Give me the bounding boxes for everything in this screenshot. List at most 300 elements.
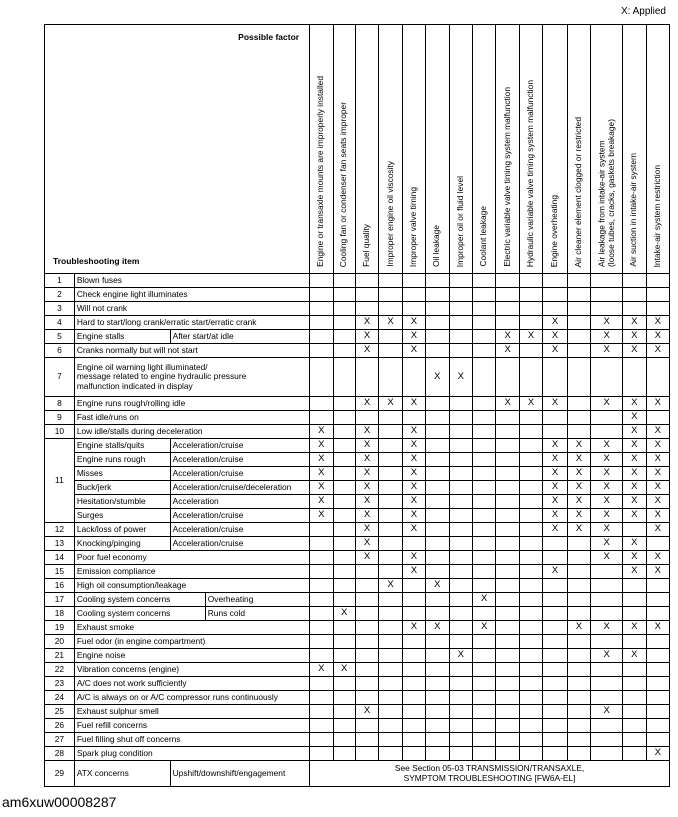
applied-mark-cell: [567, 397, 590, 411]
table-row: [45, 635, 670, 649]
applied-mark-cell: [310, 621, 333, 635]
factor-label: Cooling fan or condenser fan seats improper: [338, 101, 349, 267]
applied-mark-cell: X: [355, 523, 378, 537]
applied-mark-cell: [591, 691, 623, 705]
table-row: [45, 537, 670, 551]
applied-mark-cell: X: [543, 565, 567, 579]
applied-mark-cell: [333, 344, 355, 358]
applied-mark-cell: X: [567, 621, 590, 635]
applied-mark-cell: [449, 467, 472, 481]
applied-mark-cell: [623, 719, 646, 733]
item-cell: Hesitation/stumble: [74, 495, 170, 509]
applied-mark-cell: [623, 705, 646, 719]
factor-label: Engine overheating: [549, 194, 560, 267]
applied-mark-cell: [449, 439, 472, 453]
row-number: 26: [45, 719, 75, 733]
applied-mark-cell: [496, 705, 519, 719]
applied-mark-cell: [355, 733, 378, 747]
applied-mark-cell: X: [623, 551, 646, 565]
factor-label: Air leakage from intake-air system (loose tubes, cracks, gaskets breakage): [595, 118, 616, 267]
applied-mark-cell: X: [402, 344, 425, 358]
applied-mark-cell: [355, 288, 378, 302]
applied-mark-cell: X: [623, 537, 646, 551]
row-number: 20: [45, 635, 75, 649]
factor-label: Hydraulic variable valve timing system malfunction: [525, 79, 536, 267]
applied-mark-cell: [449, 316, 472, 330]
applied-mark-cell: [646, 663, 669, 677]
applied-mark-cell: X: [449, 649, 472, 663]
applied-mark-cell: [646, 274, 669, 288]
item-cell: Lack/loss of power: [74, 523, 170, 537]
applied-mark-cell: [426, 733, 449, 747]
applied-mark-cell: X: [623, 467, 646, 481]
applied-mark-cell: [543, 649, 567, 663]
applied-mark-cell: [402, 677, 425, 691]
applied-mark-cell: [519, 344, 542, 358]
applied-mark-cell: [449, 274, 472, 288]
applied-mark-cell: [310, 747, 333, 761]
applied-mark-cell: [310, 705, 333, 719]
applied-mark-cell: [426, 705, 449, 719]
applied-mark-cell: [519, 453, 542, 467]
applied-mark-cell: [591, 565, 623, 579]
applied-mark-cell: [426, 439, 449, 453]
table-row: [45, 733, 670, 747]
factor-header: [519, 25, 542, 274]
applied-mark-cell: [567, 316, 590, 330]
header-row: [45, 25, 670, 274]
applied-mark-cell: [646, 719, 669, 733]
applied-mark-cell: [426, 677, 449, 691]
applied-mark-cell: [449, 733, 472, 747]
applied-mark-cell: [333, 621, 355, 635]
condition-cell: Upshift/downshift/engagement: [170, 761, 309, 787]
table-row: [45, 358, 670, 397]
applied-mark-cell: X: [623, 397, 646, 411]
applied-mark-cell: [496, 316, 519, 330]
applied-mark-cell: [310, 344, 333, 358]
applied-mark-cell: [449, 747, 472, 761]
applied-mark-cell: [333, 747, 355, 761]
applied-mark-cell: X: [646, 316, 669, 330]
factor-label: Electric variable valve timing system malfunction: [501, 87, 512, 267]
applied-mark-cell: [333, 495, 355, 509]
applied-mark-cell: X: [310, 663, 333, 677]
applied-mark-cell: [519, 495, 542, 509]
applied-mark-cell: [402, 691, 425, 705]
row-number: 15: [45, 565, 75, 579]
applied-mark-cell: [646, 705, 669, 719]
item-cell: A/C is always on or A/C compressor runs continuously: [74, 691, 309, 705]
applied-mark-cell: [355, 302, 378, 316]
item-cell: Surges: [74, 509, 170, 523]
applied-mark-cell: X: [543, 523, 567, 537]
table-row: [45, 747, 670, 761]
applied-mark-cell: [333, 537, 355, 551]
applied-mark-cell: [333, 509, 355, 523]
applied-mark-cell: [310, 330, 333, 344]
applied-mark-cell: [543, 274, 567, 288]
applied-mark-cell: X: [402, 439, 425, 453]
applied-mark-cell: [402, 747, 425, 761]
item-cell: Knocking/pinging: [74, 537, 170, 551]
applied-mark-cell: [449, 453, 472, 467]
item-cell: A/C does not work sufficiently: [74, 677, 309, 691]
applied-mark-cell: X: [623, 344, 646, 358]
applied-mark-cell: [472, 453, 495, 467]
applied-mark-cell: [496, 411, 519, 425]
condition-cell: Acceleration/cruise: [170, 467, 309, 481]
applied-mark-cell: X: [402, 425, 425, 439]
applied-mark-cell: [472, 509, 495, 523]
factor-label: Improper engine oil viscosity: [384, 161, 395, 267]
applied-mark-cell: [379, 467, 402, 481]
applied-mark-cell: X: [623, 453, 646, 467]
applied-mark-cell: [426, 509, 449, 523]
applied-mark-cell: X: [543, 467, 567, 481]
applied-mark-cell: [567, 344, 590, 358]
applied-mark-cell: X: [591, 537, 623, 551]
applied-mark-cell: [543, 358, 567, 397]
applied-mark-cell: [646, 691, 669, 705]
applied-mark-cell: [426, 397, 449, 411]
applied-mark-cell: [472, 302, 495, 316]
applied-mark-cell: X: [402, 495, 425, 509]
applied-mark-cell: [591, 274, 623, 288]
applied-mark-cell: [519, 439, 542, 453]
applied-mark-cell: [623, 635, 646, 649]
applied-mark-cell: [449, 621, 472, 635]
applied-mark-cell: X: [402, 316, 425, 330]
factor-header: [449, 25, 472, 274]
applied-mark-cell: [333, 453, 355, 467]
table-row: [45, 316, 670, 330]
applied-mark-cell: [355, 663, 378, 677]
applied-mark-cell: [333, 523, 355, 537]
applied-mark-cell: [567, 635, 590, 649]
applied-mark-cell: X: [426, 358, 449, 397]
applied-mark-cell: [591, 607, 623, 621]
applied-mark-cell: [449, 397, 472, 411]
applied-mark-cell: [567, 747, 590, 761]
item-cell: Exhaust smoke: [74, 621, 309, 635]
table-row: [45, 551, 670, 565]
applied-mark-cell: [379, 330, 402, 344]
applied-mark-cell: [472, 677, 495, 691]
table-row: [45, 411, 670, 425]
factor-header: [355, 25, 378, 274]
applied-mark-cell: X: [333, 607, 355, 621]
table-row: [45, 607, 670, 621]
applied-mark-cell: [496, 635, 519, 649]
applied-mark-cell: [567, 274, 590, 288]
applied-mark-cell: [567, 663, 590, 677]
row-number: 18: [45, 607, 75, 621]
applied-mark-cell: [567, 330, 590, 344]
applied-mark-cell: X: [426, 621, 449, 635]
applied-mark-cell: [449, 607, 472, 621]
applied-mark-cell: X: [591, 330, 623, 344]
applied-mark-cell: [519, 747, 542, 761]
applied-mark-cell: [543, 537, 567, 551]
row-number: 27: [45, 733, 75, 747]
applied-mark-cell: X: [355, 495, 378, 509]
condition-cell: Acceleration/cruise: [170, 509, 309, 523]
applied-mark-cell: [567, 565, 590, 579]
item-cell: Spark plug condition: [74, 747, 309, 761]
applied-mark-cell: [519, 316, 542, 330]
applied-mark-cell: [623, 288, 646, 302]
applied-mark-cell: [379, 481, 402, 495]
condition-cell: Overheating: [205, 593, 309, 607]
applied-mark-cell: X: [623, 411, 646, 425]
applied-mark-cell: [496, 537, 519, 551]
applied-mark-cell: [379, 551, 402, 565]
applied-mark-cell: [623, 579, 646, 593]
applied-mark-cell: [472, 747, 495, 761]
applied-mark-cell: [310, 302, 333, 316]
applied-mark-cell: X: [567, 509, 590, 523]
applied-mark-cell: X: [623, 649, 646, 663]
table-row: [45, 691, 670, 705]
applied-mark-cell: X: [646, 467, 669, 481]
applied-mark-cell: [310, 719, 333, 733]
applied-mark-cell: [426, 411, 449, 425]
applied-mark-cell: [449, 411, 472, 425]
applied-mark-cell: [519, 302, 542, 316]
row-number: 9: [45, 411, 75, 425]
applied-mark-cell: X: [567, 439, 590, 453]
applied-mark-cell: [310, 523, 333, 537]
table-row: [45, 288, 670, 302]
applied-mark-cell: [426, 274, 449, 288]
applied-mark-cell: X: [355, 316, 378, 330]
applied-mark-cell: [426, 453, 449, 467]
applied-mark-cell: X: [623, 330, 646, 344]
row-number: 11: [45, 439, 75, 523]
applied-mark-cell: [496, 523, 519, 537]
applied-mark-cell: X: [355, 705, 378, 719]
applied-mark-cell: [567, 288, 590, 302]
table-row: [45, 439, 670, 453]
row-number: 28: [45, 747, 75, 761]
table-row: [45, 453, 670, 467]
applied-mark-cell: [496, 358, 519, 397]
applied-mark-cell: [379, 453, 402, 467]
applied-mark-cell: [379, 425, 402, 439]
item-cell: Engine runs rough: [74, 453, 170, 467]
applied-mark-cell: X: [355, 467, 378, 481]
applied-mark-cell: [519, 411, 542, 425]
applied-mark-cell: [355, 649, 378, 663]
applied-mark-cell: [449, 523, 472, 537]
applied-mark-cell: [472, 481, 495, 495]
applied-mark-cell: [402, 302, 425, 316]
table-row: [45, 621, 670, 635]
applied-mark-cell: [472, 274, 495, 288]
row-number: 21: [45, 649, 75, 663]
condition-cell: Acceleration/cruise: [170, 523, 309, 537]
applied-mark-cell: [496, 425, 519, 439]
applied-mark-cell: X: [646, 330, 669, 344]
applied-mark-cell: X: [591, 316, 623, 330]
applied-mark-cell: X: [355, 551, 378, 565]
applied-mark-cell: [646, 635, 669, 649]
applied-mark-cell: X: [496, 397, 519, 411]
applied-mark-cell: [623, 733, 646, 747]
table-row: [45, 677, 670, 691]
applied-mark-cell: [333, 565, 355, 579]
applied-mark-cell: [472, 537, 495, 551]
table-row: [45, 274, 670, 288]
applied-mark-cell: [623, 677, 646, 691]
applied-mark-cell: [449, 635, 472, 649]
table-row: [45, 523, 670, 537]
applied-mark-cell: [402, 607, 425, 621]
applied-mark-cell: [567, 691, 590, 705]
applied-mark-cell: [379, 733, 402, 747]
applied-mark-cell: [333, 302, 355, 316]
applied-mark-cell: [333, 316, 355, 330]
applied-mark-cell: [333, 635, 355, 649]
applied-mark-cell: [472, 607, 495, 621]
applied-mark-cell: [379, 358, 402, 397]
applied-mark-cell: [379, 691, 402, 705]
applied-mark-cell: X: [355, 397, 378, 411]
applied-mark-cell: [496, 719, 519, 733]
applied-mark-cell: [623, 593, 646, 607]
applied-mark-cell: [646, 537, 669, 551]
applied-mark-cell: [472, 733, 495, 747]
applied-mark-cell: X: [623, 481, 646, 495]
applied-mark-cell: [310, 593, 333, 607]
applied-mark-cell: [472, 467, 495, 481]
row-number: 5: [45, 330, 75, 344]
applied-mark-cell: [543, 705, 567, 719]
applied-mark-cell: X: [379, 316, 402, 330]
applied-mark-cell: [310, 274, 333, 288]
applied-mark-cell: [543, 579, 567, 593]
troubleshooting-item-label: Troubleshooting item: [53, 256, 140, 267]
row-number: 25: [45, 705, 75, 719]
applied-mark-cell: [333, 719, 355, 733]
applied-mark-cell: [379, 705, 402, 719]
applied-mark-cell: [472, 663, 495, 677]
applied-mark-cell: [591, 593, 623, 607]
applied-mark-cell: [355, 565, 378, 579]
condition-cell: Acceleration/cruise/deceleration: [170, 481, 309, 495]
applied-mark-cell: [519, 358, 542, 397]
applied-mark-cell: [623, 274, 646, 288]
applied-mark-cell: [333, 593, 355, 607]
applied-mark-cell: [591, 358, 623, 397]
applied-mark-cell: [333, 397, 355, 411]
item-cell: Engine oil warning light illuminated/ message related to engine hydraulic pressure malfunction indicated in display: [74, 358, 309, 397]
applied-mark-cell: [591, 288, 623, 302]
table-row: [45, 509, 670, 523]
factor-label: Air cleaner element clogged or restricted: [573, 116, 584, 267]
applied-mark-cell: [496, 453, 519, 467]
factor-label: Engine or transaxle mounts are improperly installed: [315, 76, 326, 267]
applied-mark-cell: X: [646, 621, 669, 635]
item-cell: Fast idle/runs on: [74, 411, 309, 425]
applied-mark-cell: [333, 358, 355, 397]
applied-mark-cell: [379, 537, 402, 551]
applied-mark-cell: [543, 411, 567, 425]
applied-mark-cell: [472, 551, 495, 565]
applied-mark-cell: X: [402, 453, 425, 467]
applied-mark-cell: [496, 677, 519, 691]
applied-mark-cell: [567, 551, 590, 565]
applied-mark-cell: [379, 344, 402, 358]
applied-mark-cell: [519, 733, 542, 747]
table-row: [45, 649, 670, 663]
applied-mark-cell: [519, 565, 542, 579]
applied-mark-cell: [472, 397, 495, 411]
applied-mark-cell: [355, 607, 378, 621]
applied-mark-cell: [426, 495, 449, 509]
row-number: 8: [45, 397, 75, 411]
applied-mark-cell: [519, 635, 542, 649]
factor-label: Improper oil or fluid level: [454, 175, 465, 267]
row-number: 2: [45, 288, 75, 302]
applied-mark-cell: [333, 733, 355, 747]
applied-mark-cell: X: [310, 481, 333, 495]
applied-mark-cell: X: [355, 344, 378, 358]
applied-mark-cell: [496, 495, 519, 509]
applied-mark-cell: [402, 593, 425, 607]
applied-mark-cell: X: [567, 481, 590, 495]
applied-mark-cell: [310, 733, 333, 747]
item-cell: Engine runs rough/rolling idle: [74, 397, 309, 411]
factor-header: [646, 25, 669, 274]
applied-mark-cell: [333, 425, 355, 439]
row-number: 29: [45, 761, 75, 787]
applied-mark-cell: [623, 663, 646, 677]
applied-mark-cell: [519, 649, 542, 663]
applied-mark-cell: [623, 607, 646, 621]
applied-mark-cell: X: [402, 509, 425, 523]
item-cell: Cooling system concerns: [74, 607, 205, 621]
applied-mark-cell: X: [623, 509, 646, 523]
applied-mark-cell: X: [355, 330, 378, 344]
applied-mark-cell: [310, 537, 333, 551]
applied-mark-cell: X: [543, 453, 567, 467]
applied-mark-cell: [426, 302, 449, 316]
condition-cell: After start/at idle: [170, 330, 309, 344]
applied-mark-cell: X: [519, 397, 542, 411]
applied-mark-cell: [426, 593, 449, 607]
applied-mark-cell: [355, 677, 378, 691]
applied-mark-cell: [646, 649, 669, 663]
applied-mark-cell: [402, 274, 425, 288]
item-cell: Cooling system concerns: [74, 593, 205, 607]
applied-mark-cell: X: [591, 453, 623, 467]
applied-mark-cell: [519, 719, 542, 733]
applied-mark-cell: [426, 551, 449, 565]
applied-mark-cell: X: [310, 453, 333, 467]
applied-mark-cell: X: [591, 509, 623, 523]
applied-mark-cell: X: [543, 330, 567, 344]
applied-mark-cell: [310, 677, 333, 691]
table-row: [45, 705, 670, 719]
applied-mark-cell: X: [646, 523, 669, 537]
applied-mark-cell: [402, 733, 425, 747]
applied-mark-cell: [379, 663, 402, 677]
applied-mark-cell: X: [310, 425, 333, 439]
applied-mark-cell: X: [310, 509, 333, 523]
item-cell: Exhaust sulphur smell: [74, 705, 309, 719]
